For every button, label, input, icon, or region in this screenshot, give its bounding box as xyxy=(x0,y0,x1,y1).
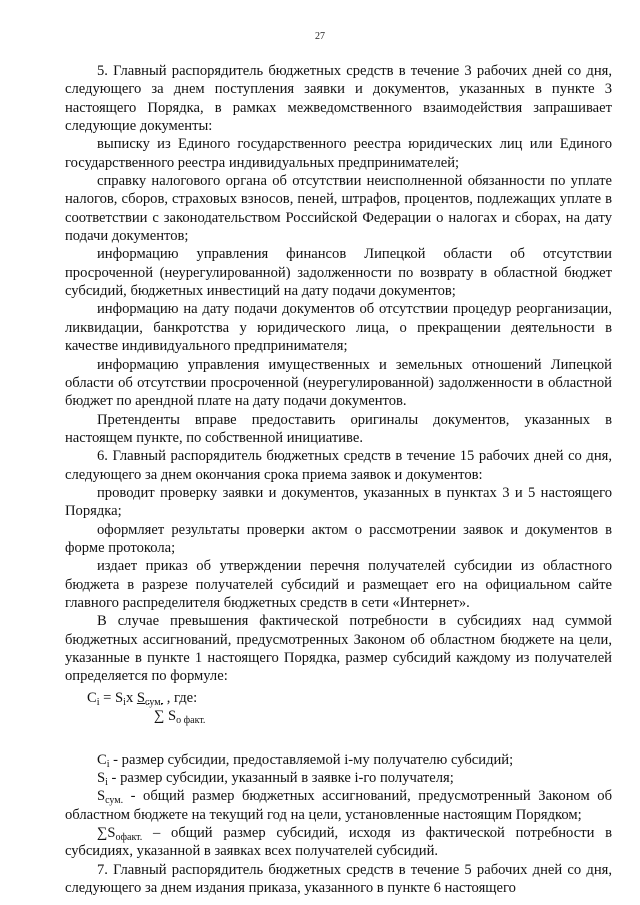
paragraph: 6. Главный распорядитель бюджетных средств в течение 15 рабочих дней со дня, следующего за днем окончания срока приема заявок и документов: xyxy=(65,448,612,483)
definition: $C_i$ - размер субсидии, предоставляемой i-му получателю субсидий; xyxy=(97,751,514,770)
formula-denominator: ∑ $S_{о факт.}$ xyxy=(154,707,206,726)
page-number: 27 xyxy=(315,31,325,42)
paragraph: справку налогового органа об отсутствии неисполненной обязанности по уплате налогов, сборов, страховых взносов, пеней, штрафов, процентов, подлежащих уплате в соответствии с законодательством Российской Федерации о налогах и сборах, на дату подачи документов; xyxy=(65,173,612,245)
paragraph: информацию управления финансов Липецкой области об отсутствии просроченной (неурегулированной) задолженности по возврату в областной бюджет субсидий, бюджетных инвестиций на дату подачи документов; xyxy=(65,246,612,300)
paragraph: В случае превышения фактической потребности в субсидиях над суммой бюджетных ассигнований, предусмотренных Законом об областном бюджете на цели, указанные в пункте 1 настоящего Порядка, размер субсидий каждому из получателей определяется по формуле: xyxy=(65,613,612,685)
paragraph: 5. Главный распорядитель бюджетных средств в течение 3 рабочих дней со дня, следующего за днем поступления заявки и документов, указанных в пункте 3 настоящего Порядка, в рамках межведомственного взаимодействия запрашивает следующие документы: xyxy=(65,63,612,135)
formula-line-1: $C_i = S_ix$ $S_{сум.}$ , где: xyxy=(87,689,198,708)
paragraph: Претенденты вправе предоставить оригиналы документов, указанных в настоящем пункте, по собственной инициативе. xyxy=(65,411,612,446)
paragraph: информацию на дату подачи документов об отсутствии процедур реорганизации, ликвидации, банкротства у юридического лица, о прекращении деятельности в качестве индивидуального предпринимателя; xyxy=(65,301,612,355)
paragraph: оформляет результаты проверки актом о рассмотрении заявок и документов в форме протокола; xyxy=(65,521,612,556)
paragraph: проводит проверку заявки и документов, указанных в пунктах 3 и 5 настоящего Порядка; xyxy=(65,484,612,520)
paragraph: выписку из Единого государственного реестра юридических лиц или Единого государственного реестра индивидуальных предпринимателей; xyxy=(65,136,612,171)
definition: $S_i$ - размер субсидии, указанный в заявке i-го получателя; xyxy=(97,770,454,789)
document-body xyxy=(65,62,612,897)
paragraph: издает приказ об утверждении перечня получателей субсидии из областного бюджета в разрезе получателей субсидий и размещает его на официальном сайте главного распределителя бюджетных средств в сети «Интернет». xyxy=(65,558,612,611)
paragraph: информацию управления имущественных и земельных отношений Липецкой области об отсутствии просроченной (неурегулированной) задолженности в областной бюджет по арендной плате на дату подачи документов. xyxy=(65,356,612,410)
paragraph: 7. Главный распорядитель бюджетных средств в течение 5 рабочих дней со дня, следующего за днем издания приказа, указанного в пункте 6 настоящего xyxy=(65,861,612,897)
definition: $S_{сум.}$ - общий размер бюджетных ассигнований, предусмотренный Законом об областном бюджете на текущий год на цели, установленные настоящим Порядком; xyxy=(65,788,612,823)
definition: $\sum S_{oфакт.}$ – общий размер субсидий, исходя из фактической потребности в субсидиях, указанной в заявках всех получателей субсидий. xyxy=(65,825,612,860)
subsidy-formula xyxy=(65,689,612,751)
